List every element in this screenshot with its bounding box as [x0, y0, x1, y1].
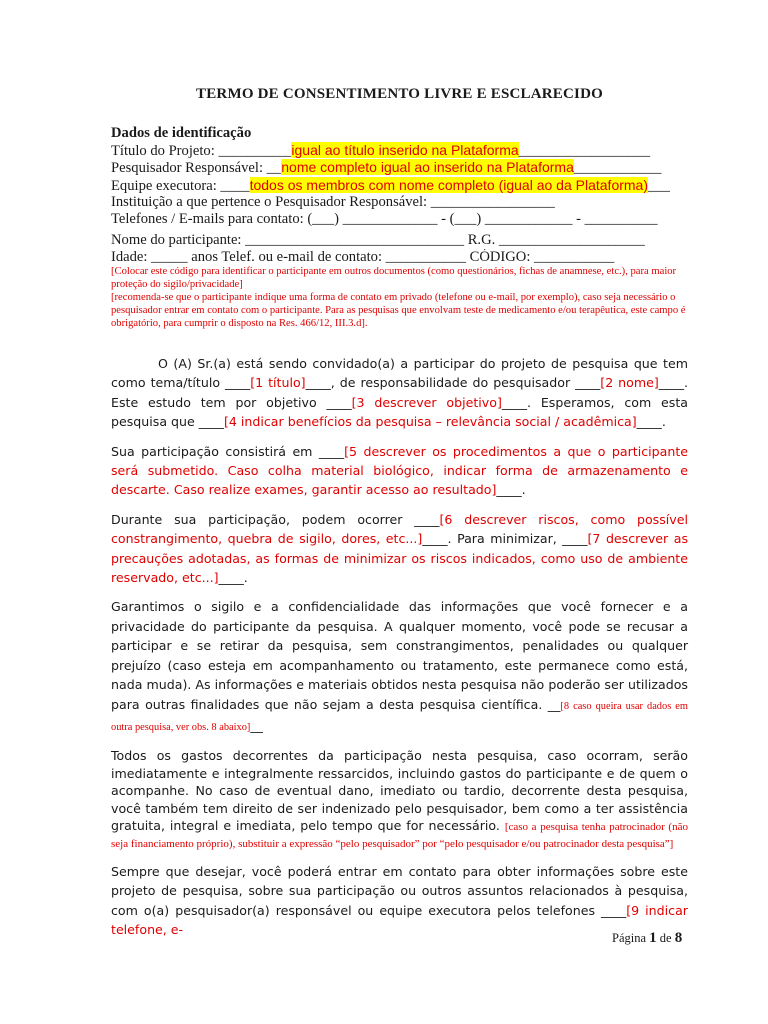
- team-highlight: todos os membros com nome completo (igual ao da Plataforma): [249, 176, 648, 193]
- team-blank-pre: ____: [220, 177, 250, 194]
- age-contact-code-line: Idade: _____ anos Telef. ou e-mail de contato: ___________ CÓDIGO: ___________: [111, 248, 615, 265]
- contacts-line: Telefones / E-mails para contato: (___) _____________ - (___) ____________ - __________: [111, 210, 658, 227]
- p3-text-a: Durante sua participação, podem ocorrer ____: [111, 511, 440, 527]
- team-line: [111, 177, 688, 195]
- participant-name-line: Nome do participante: ______________________________ R.G. ____________________: [111, 232, 645, 248]
- procedures-paragraph: [111, 442, 688, 500]
- p1-text-e: ____.: [636, 414, 666, 430]
- p6-placeholder-phone: [9 indicar telefone, e-: [111, 902, 688, 937]
- page-number-footer: [612, 930, 682, 947]
- project-title-label: Título do Projeto:: [111, 142, 219, 159]
- p1-placeholder-benefits: [4 indicar benefícios da pesquisa – relevância social / acadêmica]: [223, 414, 637, 430]
- p2-text-b: ____.: [496, 482, 526, 498]
- p3-placeholder-precautions: [7 descrever as precauções adotadas, as formas de minimizar os riscos indicados, como uso de ambiente reservado, etc...]: [111, 531, 689, 586]
- invitation-paragraph: [111, 354, 688, 432]
- researcher-label: Pesquisador Responsável:: [111, 160, 267, 176]
- project-title-blank-post: __________________: [518, 142, 650, 159]
- researcher-line: [111, 159, 688, 177]
- researcher-highlight: nome completo igual ao inserido na Plataforma: [281, 159, 574, 175]
- p4-placeholder-data-use: [8 caso queira usar dados em outra pesquisa, ver obs. 8 abaixo]: [111, 700, 688, 733]
- contact-paragraph: [111, 862, 688, 940]
- p1-text-c: ____. Este estudo tem por objetivo ____: [111, 375, 688, 410]
- p6-text-a: Sempre que desejar, você poderá entrar em contato para obter informações sobre este projeto de pesquisa, sobre sua participação ou outros assuntos relacionados à pesquisa, com o(a) pesquisador(a) responsável ou equipe executora pelos telefones ____: [111, 863, 688, 918]
- p1-text-a: O (A) Sr.(a) está sendo convidado(a) a participar do projeto de pesquisa que tem como tema/título ____: [111, 356, 688, 391]
- researcher-blank-pre: __: [266, 160, 282, 176]
- project-title-highlight: igual ao título inserido na Plataforma: [291, 141, 519, 158]
- team-label: Equipe executora:: [111, 177, 221, 194]
- p4-text-a: Garantimos o sigilo e a confidencialidade das informações que você fornecer e a privacidade do participante da pesquisa. A qualquer momento, você pode se recusar a participar e se retirar da pesquisa, sem constrangimentos, penalidades ou qualquer prejuízo (caso esteja em acompanhamento ou tratamento, este permanece como está, nada muda). As informações e materiais obtidos nesta pesquisa não poderão ser utilizados para outras finalidades que não sejam a desta pesquisa científica. __: [111, 599, 688, 712]
- researcher-blank-post: ____________: [573, 160, 662, 176]
- p4-text-b: __: [250, 717, 263, 733]
- p5-placeholder-sponsor: [caso a pesquisa tenha patrocinador (não seja financiamento próprio), substituir a expressão “pelo pesquisador” por “pelo pesquisador e/ou patrocinador desta pesquisa”]: [111, 820, 688, 851]
- p1-placeholder-objective: [3 descrever objetivo]: [351, 394, 502, 410]
- project-title-blank-pre: __________: [218, 142, 292, 159]
- p1-text-b: ____, de responsabilidade do pesquisador ____: [305, 375, 601, 391]
- identification-heading: Dados de identificação: [111, 125, 252, 141]
- p1-text-d: ____. Esperamos, com esta pesquisa que ____: [111, 394, 688, 430]
- p3-text-b: ____. Para minimizar, ____: [422, 531, 588, 547]
- expenses-paragraph: [111, 747, 688, 851]
- current-page: 1: [649, 930, 657, 946]
- p1-placeholder-name: [2 nome]: [600, 375, 659, 391]
- p5-text-a: Todos os gastos decorrentes da participação nesta pesquisa, caso ocorram, serão imediatamente e integralmente ressarcidos, incluindo gastos do participante e de quem o acompanhe. No caso de eventual dano, imediato ou tardio, decorrente desta pesquisa, você também tem direito de ser indenizado pelo pesquisador, bem como a ter assistência gratuita, integral e imediata, pelo tempo que for necessário.: [111, 748, 688, 833]
- contact-note: [recomenda-se que o participante indique uma forma de contato em privado (telefone ou e-mail, por exemplo), caso seja necessário o pesquisador entrar em contato com o participante. Para as pesquisas que envolvam teste de medicamento e/ou terapêutica, este campo é obrigatório, para cumprir o disposto na Res. 466/12, III.3.d].: [111, 292, 686, 329]
- p1-placeholder-title: [1 título]: [250, 375, 306, 391]
- p3-text-c: ____.: [218, 570, 248, 586]
- document-content: [111, 86, 688, 949]
- confidentiality-paragraph: [111, 597, 688, 737]
- institution-line: Instituição a que pertence o Pesquisador Responsável: _________________: [111, 194, 555, 210]
- p2-placeholder-procedures: [5 descrever os procedimentos a que o participante será submetido. Caso colha material biológico, indicar forma de armazenamento e descarte. Caso realize exames, garantir acesso ao resultado]: [111, 443, 689, 498]
- page-label: Página: [612, 931, 650, 945]
- identification-section: [111, 125, 688, 330]
- p2-text-a: Sua participação consistirá em ____: [111, 443, 345, 459]
- risks-paragraph: [111, 510, 688, 588]
- total-pages: 8: [674, 930, 683, 946]
- document-title: TERMO DE CONSENTIMENTO LIVRE E ESCLARECIDO: [196, 86, 603, 102]
- code-note: [Colocar este código para identificar o participante em outros documentos (como questionários, fichas de anamnese, etc.), para maior proteção do sigilo/privacidade]: [111, 266, 677, 290]
- project-title-line: [111, 142, 688, 160]
- page-of: de: [656, 931, 675, 945]
- team-blank-post: ___: [648, 177, 670, 194]
- p3-placeholder-risks: [6 descrever riscos, como possível constrangimento, quebra de sigilo, dores, etc...]: [111, 511, 689, 547]
